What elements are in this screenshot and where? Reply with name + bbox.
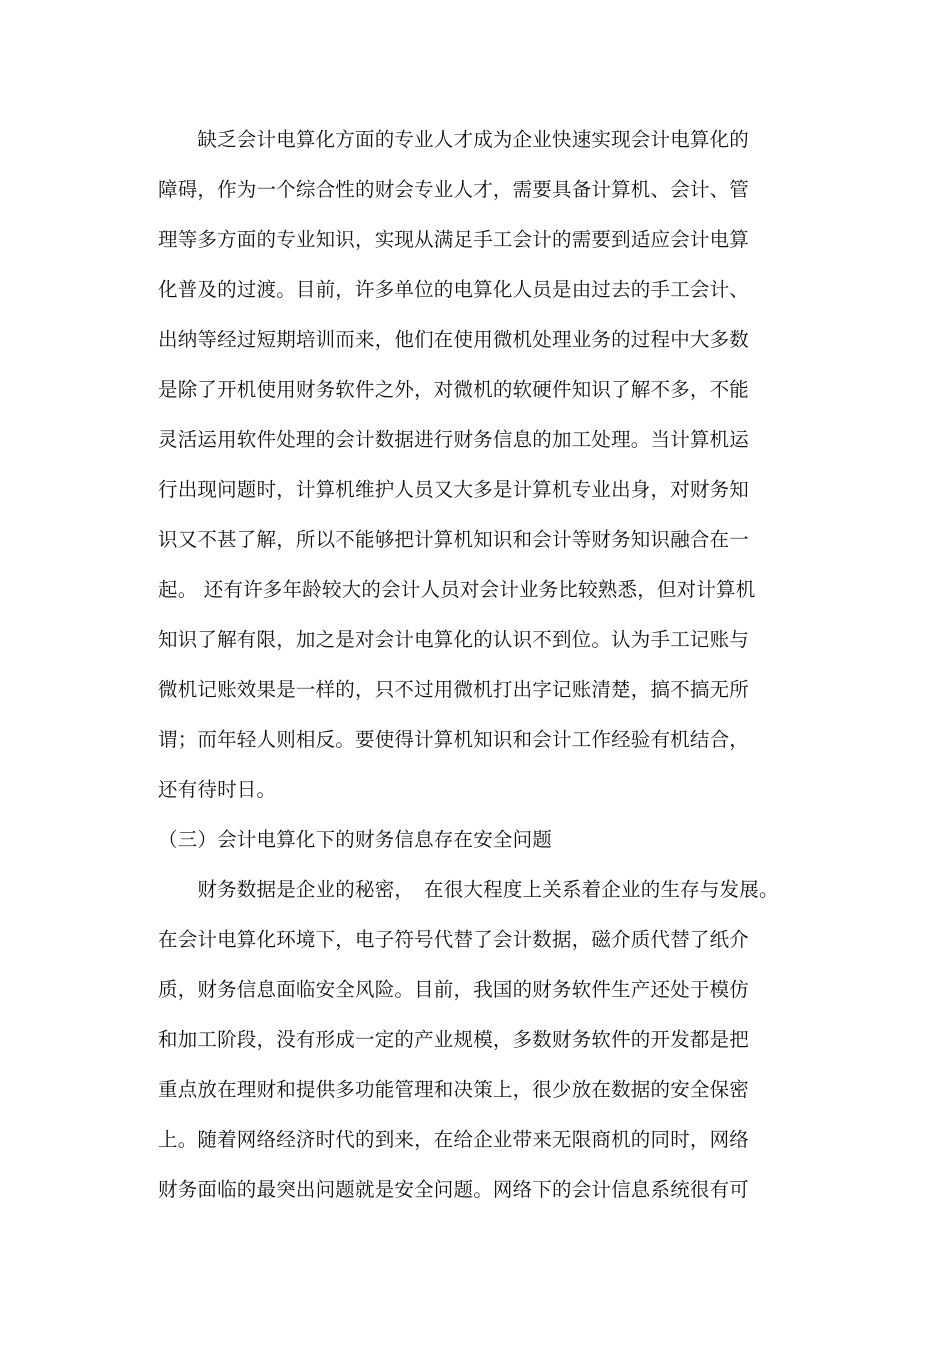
text-line: 财务面临的最突出问题就是安全问题。网络下的会计信息系统很有可	[158, 1178, 750, 1201]
text-line: 财务数据是企业的秘密， 在很大程度上关系着企业的生存与发展。	[158, 878, 779, 901]
text-line: 知识了解有限，加之是对会计电算化的认识不到位。认为手工记账与	[158, 628, 750, 651]
text-line: 缺乏会计电算化方面的专业人才成为企业快速实现会计电算化的	[158, 128, 750, 151]
text-line: 理等多方面的专业知识，实现从满足手工会计的需要到适应会计电算	[158, 228, 750, 251]
text-line: 还有待时日。	[158, 778, 277, 801]
text-line: 识又不甚了解，所以不能够把计算机知识和会计等财务知识融合在一	[158, 528, 750, 551]
text-line: 灵活运用软件处理的会计数据进行财务信息的加工处理。当计算机运	[158, 428, 750, 451]
text-line: 起。 还有许多年龄较大的会计人员对会计业务比较熟悉，但对计算机	[158, 578, 756, 601]
text-line: 质，财务信息面临安全风险。目前，我国的财务软件生产还处于模仿	[158, 978, 750, 1001]
text-line: 在会计电算化环境下，电子符号代替了会计数据，磁介质代替了纸介	[158, 928, 750, 951]
text-line: 谓；而年轻人则相反。要使得计算机知识和会计工作经验有机结合，	[158, 728, 750, 751]
text-line: 化普及的过渡。目前，许多单位的电算化人员是由过去的手工会计、	[158, 278, 750, 301]
text-line: 微机记账效果是一样的，只不过用微机打出字记账清楚，搞不搞无所	[158, 678, 750, 701]
text-line: 障碍，作为一个综合性的财会专业人才，需要具备计算机、会计、管	[158, 178, 750, 201]
text-line: 和加工阶段，没有形成一定的产业规模，多数财务软件的开发都是把	[158, 1028, 750, 1051]
text-line: 出纳等经过短期培训而来，他们在使用微机处理业务的过程中大多数	[158, 328, 750, 351]
text-line: 是除了开机使用财务软件之外，对微机的软硬件知识了解不多，不能	[158, 378, 750, 401]
text-line: 重点放在理财和提供多功能管理和决策上，很少放在数据的安全保密	[158, 1078, 750, 1101]
text-line: 上。随着网络经济时代的到来，在给企业带来无限商机的同时，网络	[158, 1128, 750, 1151]
text-line: 行出现问题时，计算机维护人员又大多是计算机专业出身，对财务知	[158, 478, 750, 501]
section-heading: （三）会计电算化下的财务信息存在安全问题	[158, 828, 553, 851]
